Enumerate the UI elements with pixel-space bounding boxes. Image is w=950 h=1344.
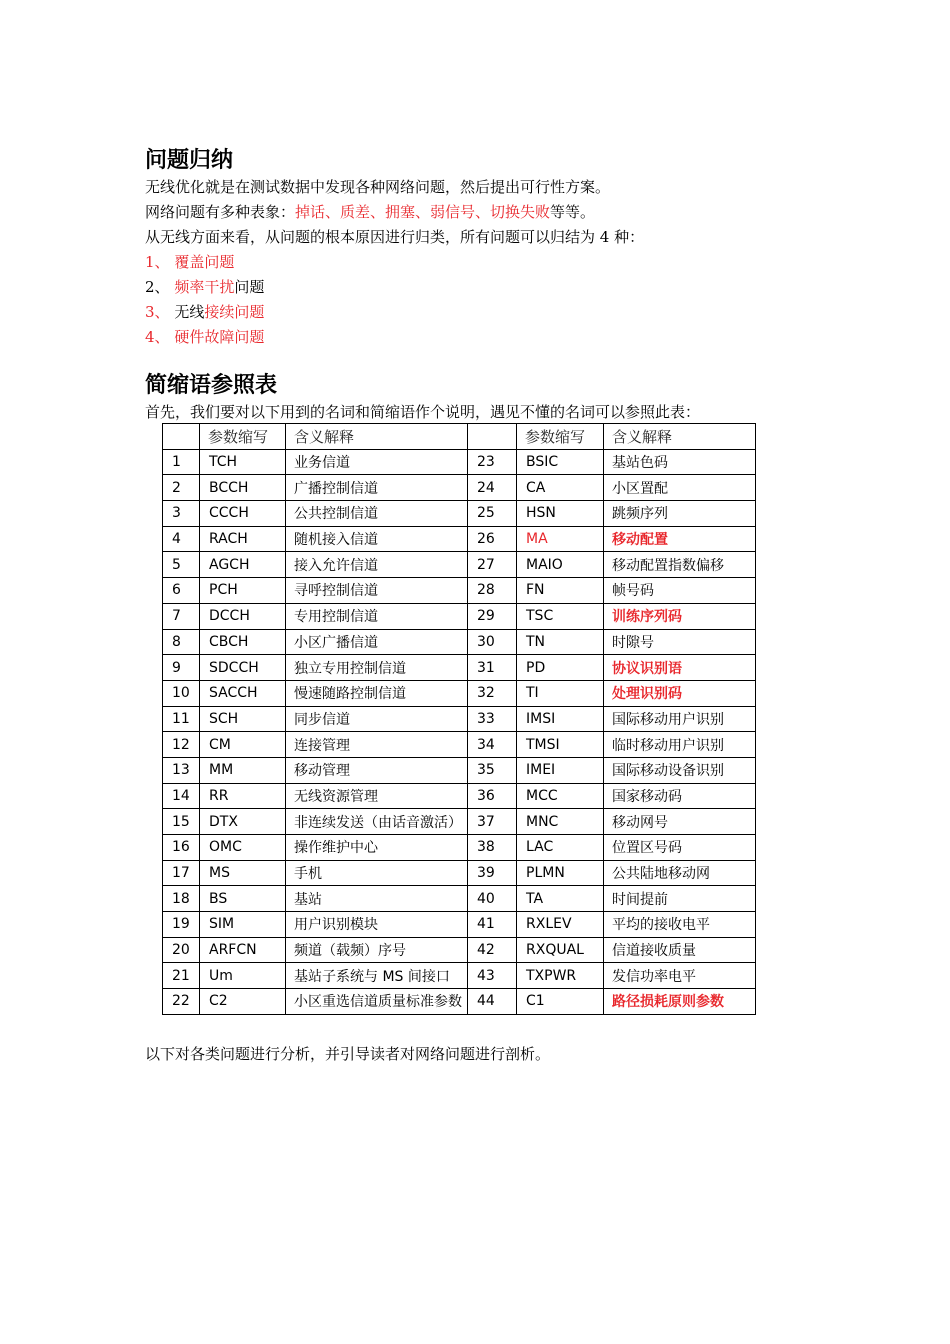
row-abbr-right: TXPWR [517,963,604,989]
row-abbr-right: PLMN [517,860,604,886]
row-meaning-right: 信道接收质量 [604,937,756,963]
row-meaning-right: 小区置配 [604,475,756,501]
row-meaning-left: 手机 [286,860,468,886]
section-title-abbreviations: 简缩语参照表 [145,373,278,398]
row-meaning-right: 帧号码 [604,578,756,604]
row-abbr-left: C2 [200,989,286,1015]
row-num-left: 21 [163,963,200,989]
row-num-right: 32 [468,680,517,706]
row-num-right: 23 [468,449,517,475]
list-item-text: 硬件故障问题 [174,328,265,346]
table-row [163,706,756,732]
row-abbr-left: OMC [200,835,286,861]
row-num-right: 33 [468,706,517,732]
row-num-left: 17 [163,860,200,886]
table-row [163,603,756,629]
row-num-right: 36 [468,783,517,809]
row-meaning-right: 平均的接收电平 [604,912,756,938]
row-abbr-left: TCH [200,449,286,475]
table-row [163,732,756,758]
table-row [163,989,756,1015]
row-num-right: 38 [468,835,517,861]
row-meaning-left: 广播控制信道 [286,475,468,501]
row-meaning-right: 训练序列码 [604,603,756,629]
row-meaning-left: 频道（载频）序号 [286,937,468,963]
row-abbr-left: BCCH [200,475,286,501]
list-item-hardware [145,327,264,347]
row-num-right: 35 [468,757,517,783]
row-num-right: 43 [468,963,517,989]
row-meaning-left: 用户识别模块 [286,912,468,938]
row-num-left: 22 [163,989,200,1015]
row-abbr-left: ARFCN [200,937,286,963]
list-item-coverage [145,252,234,272]
row-meaning-left: 慢速随路控制信道 [286,680,468,706]
row-abbr-right: RXQUAL [517,937,604,963]
table-row [163,501,756,527]
row-num-left: 12 [163,732,200,758]
row-num-left: 20 [163,937,200,963]
row-meaning-right: 国际移动用户识别 [604,706,756,732]
abbreviation-table-body [163,424,756,1015]
row-abbr-left: CCCH [200,501,286,527]
row-meaning-right: 时间提前 [604,886,756,912]
row-abbr-right: BSIC [517,449,604,475]
table-row [163,629,756,655]
row-abbr-left: DTX [200,809,286,835]
list-marker: 3、 [145,303,170,321]
row-abbr-right: MAIO [517,552,604,578]
list-item-interference [145,277,264,297]
row-meaning-right: 处理识别码 [604,680,756,706]
row-meaning-left: 同步信道 [286,706,468,732]
row-meaning-left: 基站子系统与 MS 间接口 [286,963,468,989]
table-row [163,809,756,835]
row-num-left: 11 [163,706,200,732]
row-meaning-right: 协议识别语 [604,655,756,681]
symptoms-list: 掉话、质差、拥塞、弱信号、切换失败 [295,203,551,221]
row-num-left: 1 [163,449,200,475]
row-num-right: 27 [468,552,517,578]
table-header-row [163,424,756,450]
row-meaning-left: 专用控制信道 [286,603,468,629]
row-meaning-right: 路径损耗原则参数 [604,989,756,1015]
row-num-right: 34 [468,732,517,758]
row-abbr-right: IMSI [517,706,604,732]
row-num-right: 30 [468,629,517,655]
row-meaning-right: 时隙号 [604,629,756,655]
row-num-left: 3 [163,501,200,527]
row-abbr-left: RACH [200,526,286,552]
row-num-left: 9 [163,655,200,681]
paragraph-abbr-intro: 首先，我们要对以下用到的名词和简缩语作个说明，遇见不懂的名词可以参照此表： [145,403,701,421]
list-item-access [145,302,264,322]
row-num-left: 18 [163,886,200,912]
row-num-right: 28 [468,578,517,604]
row-meaning-left: 随机接入信道 [286,526,468,552]
list-item-text: 覆盖问题 [174,253,235,271]
table-row [163,526,756,552]
table-row [163,552,756,578]
row-abbr-right: MCC [517,783,604,809]
row-abbr-right: HSN [517,501,604,527]
list-item-text: 接续问题 [204,303,265,321]
paragraph-footer: 以下对各类问题进行分析，并引导读者对网络问题进行剖析。 [145,1045,551,1063]
row-num-left: 6 [163,578,200,604]
row-abbr-left: DCCH [200,603,286,629]
row-meaning-right: 临时移动用户识别 [604,732,756,758]
row-meaning-right: 位置区号码 [604,835,756,861]
row-abbr-left: AGCH [200,552,286,578]
row-abbr-right: LAC [517,835,604,861]
row-meaning-right: 移动配置 [604,526,756,552]
paragraph-classification: 从无线方面来看，从问题的根本原因进行归类，所有问题可以归结为 4 种： [145,228,645,246]
table-row [163,757,756,783]
list-marker: 2、 [145,278,170,296]
row-num-left: 13 [163,757,200,783]
row-num-right: 24 [468,475,517,501]
row-abbr-right: CA [517,475,604,501]
list-item-suffix: 问题 [234,278,265,296]
table-row [163,860,756,886]
row-abbr-left: SCH [200,706,286,732]
row-meaning-left: 寻呼控制信道 [286,578,468,604]
row-abbr-left: SIM [200,912,286,938]
row-num-right: 40 [468,886,517,912]
row-num-right: 31 [468,655,517,681]
table-row [163,475,756,501]
row-num-left: 7 [163,603,200,629]
row-abbr-left: BS [200,886,286,912]
table-row [163,963,756,989]
table-row [163,655,756,681]
row-num-left: 5 [163,552,200,578]
row-abbr-left: CM [200,732,286,758]
paragraph-intro: 无线优化就是在测试数据中发现各种网络问题，然后提出可行性方案。 [145,178,611,196]
row-num-right: 42 [468,937,517,963]
header-abbr-right: 参数缩写 [517,424,604,450]
header-meaning-left: 含义解释 [286,424,468,450]
table-row [163,886,756,912]
row-num-left: 15 [163,809,200,835]
row-abbr-right: IMEI [517,757,604,783]
header-meaning-right: 含义解释 [604,424,756,450]
row-abbr-right: PD [517,655,604,681]
row-num-right: 25 [468,501,517,527]
paragraph-symptoms [145,202,595,222]
row-abbr-left: Um [200,963,286,989]
row-abbr-right: RXLEV [517,912,604,938]
row-meaning-left: 无线资源管理 [286,783,468,809]
row-abbr-left: CBCH [200,629,286,655]
list-item-prefix: 无线 [174,303,205,321]
row-num-left: 19 [163,912,200,938]
row-abbr-right: TA [517,886,604,912]
row-num-right: 26 [468,526,517,552]
symptoms-prefix: 网络问题有多种表象： [145,203,296,221]
row-abbr-right: TN [517,629,604,655]
row-abbr-right: TMSI [517,732,604,758]
row-abbr-left: MS [200,860,286,886]
row-num-left: 14 [163,783,200,809]
row-abbr-right: C1 [517,989,604,1015]
row-num-left: 16 [163,835,200,861]
row-abbr-right: MNC [517,809,604,835]
list-marker: 4、 [145,328,170,346]
row-num-left: 10 [163,680,200,706]
row-abbr-right: MA [517,526,604,552]
row-num-right: 29 [468,603,517,629]
row-meaning-right: 移动网号 [604,809,756,835]
row-num-right: 44 [468,989,517,1015]
table-row [163,578,756,604]
row-meaning-right: 国家移动码 [604,783,756,809]
row-meaning-left: 操作维护中心 [286,835,468,861]
row-meaning-left: 独立专用控制信道 [286,655,468,681]
header-abbr-left: 参数缩写 [200,424,286,450]
row-abbr-left: SDCCH [200,655,286,681]
row-num-right: 41 [468,912,517,938]
row-num-right: 39 [468,860,517,886]
row-meaning-right: 跳频序列 [604,501,756,527]
row-meaning-left: 业务信道 [286,449,468,475]
row-abbr-right: TI [517,680,604,706]
row-meaning-right: 公共陆地移动网 [604,860,756,886]
row-num-right: 37 [468,809,517,835]
abbreviation-table [162,423,756,1015]
table-row [163,835,756,861]
section-title-problem-summary: 问题归纳 [145,148,234,173]
row-meaning-right: 移动配置指数偏移 [604,552,756,578]
header-num-right [468,424,517,450]
row-meaning-left: 接入允许信道 [286,552,468,578]
row-num-left: 8 [163,629,200,655]
table-row [163,449,756,475]
table-row [163,783,756,809]
table-row [163,912,756,938]
row-meaning-right: 基站色码 [604,449,756,475]
row-meaning-right: 发信功率电平 [604,963,756,989]
header-num-left [163,424,200,450]
row-abbr-left: SACCH [200,680,286,706]
row-num-left: 4 [163,526,200,552]
row-abbr-left: RR [200,783,286,809]
row-abbr-right: TSC [517,603,604,629]
row-meaning-left: 非连续发送（由话音激活） [286,809,468,835]
list-item-text: 频率干扰 [174,278,235,296]
table-row [163,680,756,706]
row-meaning-left: 连接管理 [286,732,468,758]
row-meaning-left: 小区重选信道质量标准参数 [286,989,468,1015]
table-row [163,937,756,963]
list-marker: 1、 [145,253,170,271]
row-abbr-left: PCH [200,578,286,604]
row-meaning-left: 移动管理 [286,757,468,783]
row-abbr-left: MM [200,757,286,783]
row-meaning-left: 基站 [286,886,468,912]
row-meaning-left: 小区广播信道 [286,629,468,655]
row-meaning-right: 国际移动设备识别 [604,757,756,783]
row-abbr-right: FN [517,578,604,604]
row-num-left: 2 [163,475,200,501]
symptoms-suffix: 等等。 [550,203,596,221]
row-meaning-left: 公共控制信道 [286,501,468,527]
